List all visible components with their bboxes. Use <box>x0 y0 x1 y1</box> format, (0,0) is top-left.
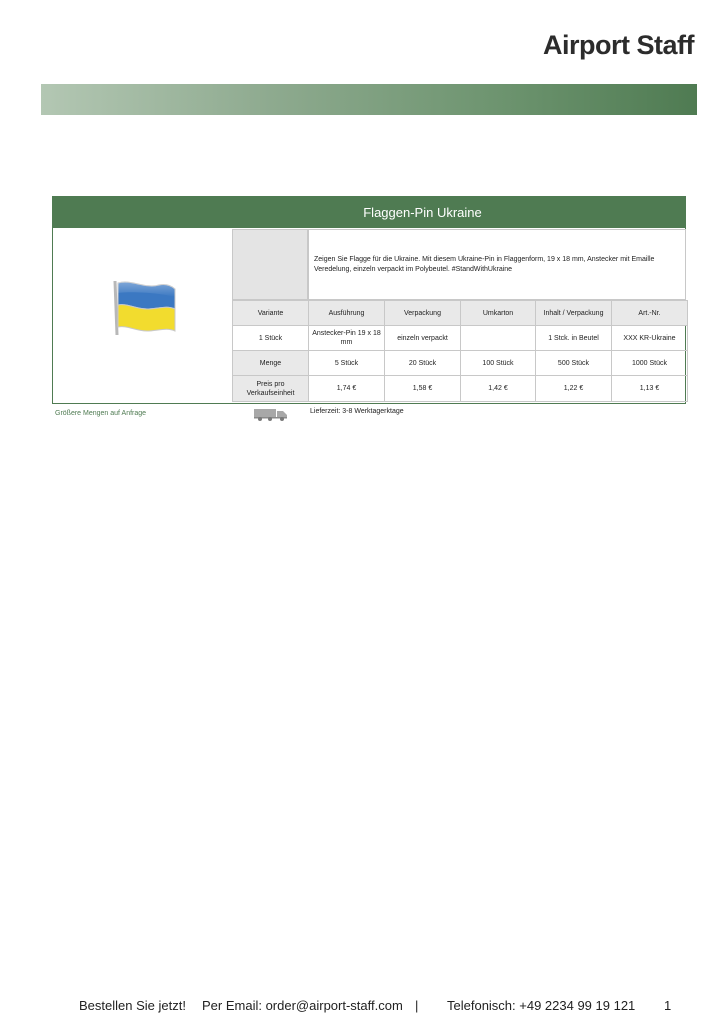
truck-icon <box>254 408 288 421</box>
variant-row <box>233 326 688 351</box>
table-header-cell: Umkarton <box>461 301 536 326</box>
table-cell: 100 Stück <box>461 351 536 376</box>
table-cell: 1000 Stück <box>612 351 688 376</box>
order-now-text: Bestellen Sie jetzt! <box>79 998 186 1013</box>
table-cell: 5 Stück <box>309 351 385 376</box>
header-banner <box>41 84 697 115</box>
page-footer <box>0 998 724 1016</box>
product-card <box>52 196 686 404</box>
table-row-label: Menge <box>233 351 309 376</box>
image-placeholder-cell <box>232 229 308 300</box>
table-header-cell: Variante <box>233 301 309 326</box>
logo-text: Airport Staff <box>543 30 694 60</box>
table-header-cell: Ausführung <box>309 301 385 326</box>
table-cell: 1,58 € <box>385 376 461 402</box>
email-link[interactable]: Per Email: order@airport-staff.com <box>202 998 403 1013</box>
phone-link[interactable]: Telefonisch: +49 2234 99 19 121 <box>447 998 636 1013</box>
table-cell: 1 Stück <box>233 326 309 351</box>
product-title: Flaggen-Pin Ukraine <box>363 205 482 220</box>
table-header-cell: Verpackung <box>385 301 461 326</box>
delivery-time: Lieferzeit: 3-8 Werktagerktage <box>310 408 404 415</box>
table-header-cell: Art.-Nr. <box>612 301 688 326</box>
table-cell: XXX KR-Ukraine <box>612 326 688 351</box>
bulk-note: Größere Mengen auf Anfrage <box>55 410 147 417</box>
description-text: Zeigen Sie Flagge für die Ukraine. Mit diesem Ukraine-Pin in Flaggenform, 19 x 18 mm, Anstecker mit Emaille Veredelung, einzeln verpackt im Polybeutel. #StandWithUkraine <box>314 256 655 273</box>
table-cell: 1,74 € <box>309 376 385 402</box>
table-cell: Anstecker-Pin 19 x 18 mm <box>309 326 385 351</box>
table-cell: 1,42 € <box>461 376 536 402</box>
price-table <box>232 300 688 402</box>
table-cell: 20 Stück <box>385 351 461 376</box>
airport-staff-logo <box>543 30 694 61</box>
table-cell: 500 Stück <box>536 351 612 376</box>
price-row <box>233 376 688 402</box>
table-header-row <box>233 301 688 326</box>
product-title-bar <box>53 197 685 228</box>
table-cell: 1 Stck. in Beutel <box>536 326 612 351</box>
quantity-row <box>233 351 688 376</box>
page-number: 1 <box>664 998 672 1013</box>
ukraine-flag-pin-image <box>109 279 179 339</box>
product-description <box>308 229 686 300</box>
table-row-label: Preis pro Verkaufseinheit <box>233 376 309 402</box>
table-cell: 1,13 € <box>612 376 688 402</box>
table-cell: einzeln verpackt <box>385 326 461 351</box>
table-cell: 1,22 € <box>536 376 612 402</box>
footer-separator: | <box>415 998 419 1013</box>
table-cell <box>461 326 536 351</box>
table-header-cell: Inhalt / Verpackung <box>536 301 612 326</box>
